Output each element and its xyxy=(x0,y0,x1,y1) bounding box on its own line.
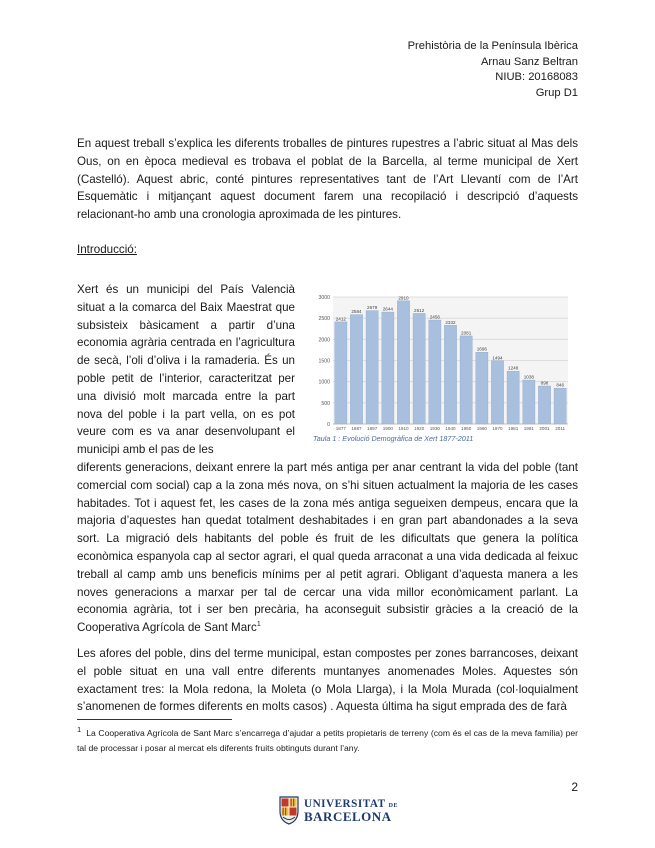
chart-bar xyxy=(382,312,394,424)
chart-bar xyxy=(507,371,519,424)
chart-value-label: 1248 xyxy=(508,365,519,371)
chart-y-tick-label: 2500 xyxy=(318,316,330,323)
chart-bar xyxy=(350,315,362,424)
chart-x-tick-label: 1940 xyxy=(445,426,456,431)
chart-y-tick-label: 2000 xyxy=(318,337,330,344)
chart-bar xyxy=(538,386,550,424)
chart-y-tick-label: 1500 xyxy=(318,358,330,365)
university-logo xyxy=(278,795,398,827)
chart-bar xyxy=(397,301,409,424)
chart-bar xyxy=(476,352,488,424)
university-name xyxy=(304,798,398,825)
xert-paragraph-end-text: diferents generacions, deixant enrere la part més antiga per anar centrant la vida del poble (tant comercial com social) cap a la zona més nova, on s’hi situen actualment la majoria de les cases habitades. Tot i aquest fet, les cases de la zona més antiga segueixen dempeus, encara que la majoria d’aquestes han quedat totalment deshabitades i en gran part abandonades a la seva sort. La migració dels habitants del poble és fruit de les dificultats que genera la política econòmica espanyola cap al sector agrari, el qual queda arraconat a una vida dedicada al feixuc treball al camp amb uns beneficis mínims per al petit agrari. Obligant d’aquesta manera a les noves generacions a marxar per tal de cercar una vida millor econòmicament parlant. La economia agrària, tot i ser ben precària, ha aconseguit subsistir gràcies a la creació de la Cooperativa Agrícola de Sant Marc xyxy=(77,461,578,635)
chart-x-tick-label: 2001 xyxy=(539,426,550,431)
chart-value-label: 1696 xyxy=(476,346,487,352)
chart-x-tick-label: 1900 xyxy=(382,426,393,431)
chart-y-tick-label: 3000 xyxy=(318,295,330,301)
section-heading: Introducció: xyxy=(77,243,137,256)
chart-y-tick-label: 1000 xyxy=(318,379,330,386)
chart-value-label: 1038 xyxy=(523,374,534,380)
chart-value-label: 2584 xyxy=(351,309,362,315)
chart-x-tick-label: 1887 xyxy=(351,426,362,431)
footnote-number: 1 xyxy=(77,725,82,735)
chart-value-label: 2332 xyxy=(445,319,456,325)
chart-x-tick-label: 1991 xyxy=(523,426,534,431)
chart-x-tick-label: 1950 xyxy=(461,426,472,431)
xert-paragraph-start: Xert és un municipi del País Valencià situat a la comarca del Baix Maestrat que subsisteix bàsicament a partir d’una economia agrària centrada en l’agricultura de secà, l’oli d’oliva i la ramaderia. És un poble petit de l’interior, caracteritzat per una divisió molt marcada entre la part nova del poble i la part vella, on es pot veure com es va anar desenvolupant el municipi amb el pas de les xyxy=(77,283,295,457)
university-seal-icon xyxy=(278,795,300,825)
footnote-text: La Cooperativa Agrícola de Sant Marc s’encarrega d’ajudar a petits propietaris de terreny (com és el cas de la meva família) per tal de processar i posar al mercat els diferents fruits obtinguts durant l’any. xyxy=(77,728,578,753)
chart-x-tick-label: 1981 xyxy=(508,426,519,431)
header-niub: NIUB: 20168083 xyxy=(495,71,578,84)
chart-value-label: 2644 xyxy=(382,306,393,312)
chart-value-label: 2456 xyxy=(429,314,440,320)
chart-x-tick-label: 1897 xyxy=(367,426,378,431)
footnote-reference[interactable]: 1 xyxy=(256,621,261,629)
population-chart-svg xyxy=(312,291,572,436)
xert-paragraph-end xyxy=(77,459,578,637)
chart-bar xyxy=(429,320,441,424)
chart-x-tick-label: 1920 xyxy=(414,426,425,431)
chart-value-label: 2412 xyxy=(335,316,346,322)
chart-caption: Taula 1 : Evolució Demogràfica de Xert 1877-2011 xyxy=(313,434,474,443)
chart-bar xyxy=(413,313,425,424)
header-group: Grup D1 xyxy=(535,86,578,99)
logo-line1: UNIVERSITAT xyxy=(304,798,386,810)
chart-x-tick-label: 2011 xyxy=(555,426,566,431)
chart-bar xyxy=(523,380,535,424)
page-header xyxy=(408,39,578,101)
chart-bar xyxy=(554,388,566,424)
chart-value-label: 2612 xyxy=(414,307,425,313)
intro-paragraph: En aquest treball s’explica les diferents troballes de pintures rupestres a l’abric situat al Mas dels Ous, on en època medieval es trobava el poblat de la Barcella, al terme municipal de Xert (Castelló). Aquest abric, conté pintures representatives tant de l’Art Llevantí com de l’Art Esquemàtic i mitjançant aquest document farem una recopilació i descripció d’aquests relacionant-ho amb una cronologia aproximada de les pintures. xyxy=(77,137,578,222)
chart-y-tick-label: 500 xyxy=(321,400,330,407)
page-number: 2 xyxy=(571,780,578,794)
header-course: Prehistòria de la Península Ibèrica xyxy=(407,40,578,52)
footnote xyxy=(77,726,578,756)
chart-value-label: 846 xyxy=(556,382,565,388)
logo-line2: BARCELONA xyxy=(304,809,392,824)
chart-value-label: 2679 xyxy=(367,305,378,311)
population-chart xyxy=(312,291,572,446)
chart-x-tick-label: 1960 xyxy=(476,426,487,431)
chart-value-label: 2910 xyxy=(398,295,409,301)
chart-value-label: 1494 xyxy=(492,355,503,361)
chart-x-tick-label: 1877 xyxy=(335,426,346,431)
chart-x-tick-label: 1930 xyxy=(429,426,440,431)
afores-paragraph: Les afores del poble, dins del terme municipal, estan compostes per zones barrancoses, deixant el poble situat en una vall entre diferents muntanyes anomenades Moles. Aquestes són exactament tres: la Mola redona, la Moleta (o Mola Llarga), i la Mola Murada (col·loquialment s’anomenen de formes diferents en molts casos) . Aquesta última ha sigut emprada des de farà xyxy=(77,647,578,714)
chart-bar xyxy=(366,311,378,424)
chart-value-label: 2081 xyxy=(461,330,472,336)
chart-y-tick-label: 0 xyxy=(327,422,330,428)
chart-bar xyxy=(335,322,347,424)
chart-value-label: 898 xyxy=(540,380,549,386)
chart-x-tick-label: 1910 xyxy=(398,426,409,431)
chart-x-tick-label: 1970 xyxy=(492,426,503,431)
chart-bar xyxy=(444,325,456,424)
chart-bar xyxy=(460,336,472,424)
header-author: Arnau Sanz Beltran xyxy=(480,55,578,68)
chart-bar xyxy=(491,361,503,424)
logo-line1-suffix: DE xyxy=(388,803,398,809)
footnote-divider xyxy=(77,719,232,720)
